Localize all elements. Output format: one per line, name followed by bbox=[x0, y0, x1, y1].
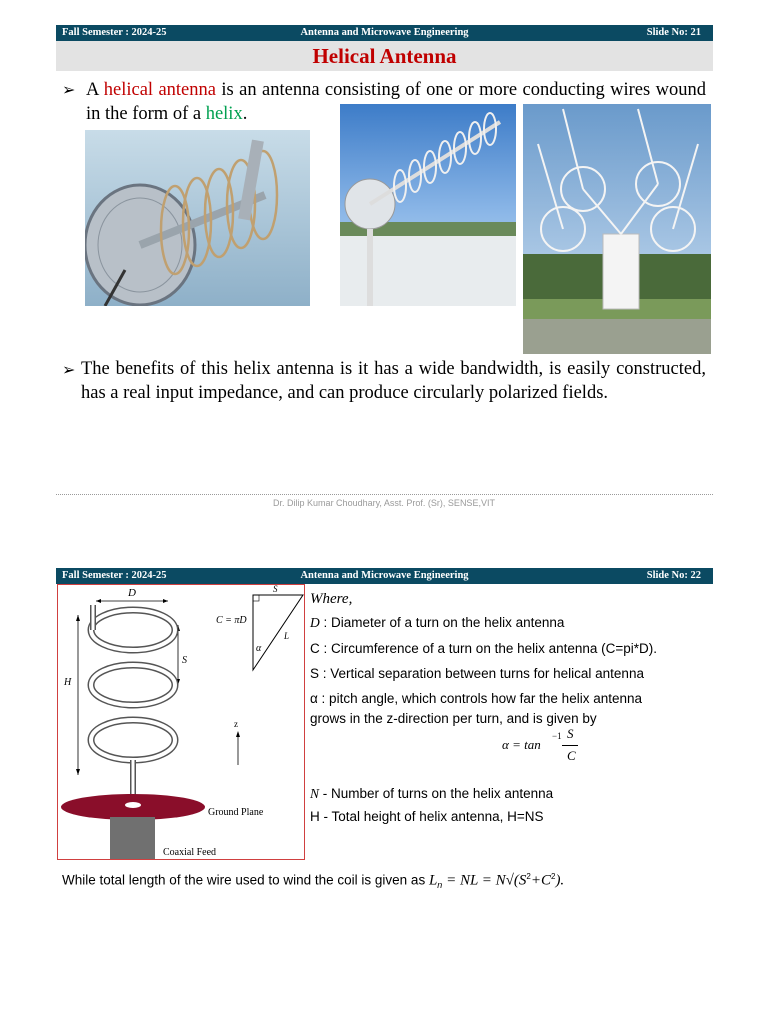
where-label: Where, bbox=[310, 591, 353, 607]
course-title: Antenna and Microwave Engineering bbox=[300, 570, 469, 581]
label-s-triangle: S bbox=[273, 585, 278, 594]
bullet-text-1: A helical antenna is an antenna consisting of one or more conducting wires wound in the form of a helix. bbox=[86, 80, 706, 124]
def-h: H - Total height of helix antenna, H=NS bbox=[310, 809, 544, 824]
def-d: D : Diameter of a turn on the helix antenna bbox=[310, 615, 565, 630]
def-c: C : Circumference of a turn on the helix antenna (C=pi*D). bbox=[310, 641, 658, 656]
label-s: S bbox=[182, 655, 187, 666]
def-s: S : Vertical separation between turns for helical antenna bbox=[310, 666, 644, 681]
highlight-helix: helix bbox=[205, 104, 243, 124]
bullet-text-2: The benefits of this helix antenna is it has a wide bandwidth, is easily constructed, has a real input impedance, and can produce circularly polarized fields. bbox=[81, 359, 706, 403]
semester-label: Fall Semester : 2024-25 bbox=[62, 27, 167, 38]
label-coaxial-feed: Coaxial Feed bbox=[163, 847, 217, 858]
def-alpha-2: grows in the z-direction per turn, and is given by bbox=[310, 711, 597, 726]
helix-diagram bbox=[57, 584, 305, 860]
pitch-angle-formula: α = tan −1 S C bbox=[502, 726, 582, 768]
def-n: N - Number of turns on the helix antenna bbox=[310, 786, 554, 801]
total-length-sentence: While total length of the wire used to wind the coil is given as $L_n$ = NL = $N√(S^2+C^2)$. bbox=[62, 872, 565, 891]
slide-title: Helical Antenna bbox=[312, 44, 457, 68]
slide-separator bbox=[56, 494, 713, 495]
label-ground-plane: Ground Plane bbox=[208, 807, 264, 818]
label-c: C = πD bbox=[216, 615, 247, 626]
label-z: z bbox=[234, 719, 238, 729]
helical-antenna-photo-3 bbox=[523, 104, 711, 354]
title-band bbox=[56, 41, 713, 71]
bullet-arrow-icon: ➢ bbox=[62, 362, 76, 379]
slide-number: Slide No: 22 bbox=[646, 570, 701, 581]
label-alpha: α bbox=[256, 643, 262, 654]
semester-label: Fall Semester : 2024-25 bbox=[62, 570, 167, 581]
highlight-helical-antenna: helical antenna bbox=[103, 80, 216, 100]
course-title: Antenna and Microwave Engineering bbox=[300, 27, 469, 38]
label-l: L bbox=[284, 631, 290, 641]
bullet-arrow-icon: ➢ bbox=[62, 82, 76, 99]
slide21-header-bar bbox=[56, 25, 713, 41]
slide-footer: Dr. Dilip Kumar Choudhary, Asst. Prof. (Sr), SENSE,VIT bbox=[273, 498, 495, 508]
def-alpha-1: α : pitch angle, which controls how far the helix antenna bbox=[310, 691, 642, 706]
slide-number: Slide No: 21 bbox=[646, 27, 701, 38]
helical-antenna-photo-2 bbox=[340, 104, 516, 306]
label-d: D bbox=[128, 587, 136, 599]
slide22-header-bar bbox=[56, 568, 713, 584]
helical-antenna-photo-1 bbox=[85, 130, 310, 306]
label-h: H bbox=[64, 677, 72, 688]
